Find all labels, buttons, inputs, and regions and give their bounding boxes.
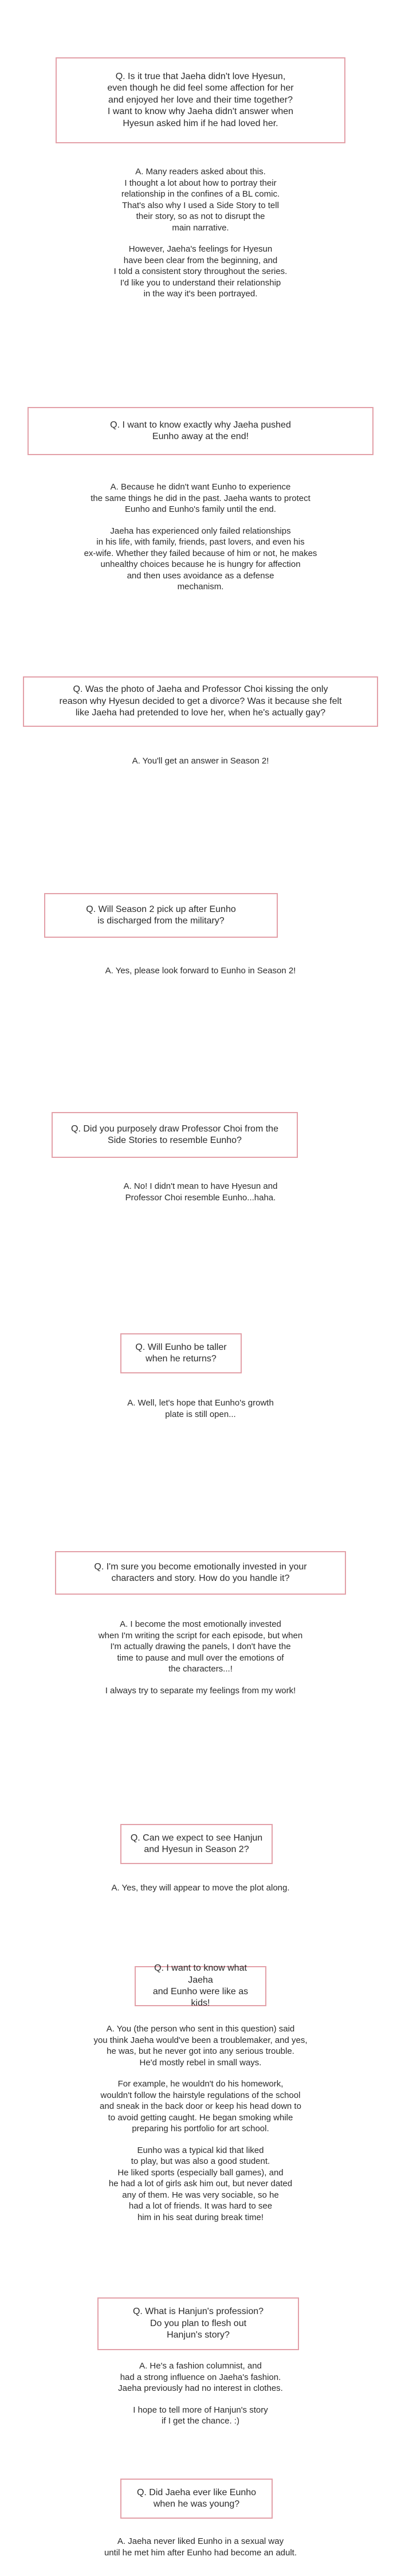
question-text: Q. What is Hanjun's profession? Do you plan to flesh out Hanjun's story?: [132, 2307, 264, 2340]
question-box: [120, 1824, 273, 1864]
answer-text: A. He's a fashion columnist, and had a strong influence on Jaeha's fashion. Jaeha previously had no interest in clothes. I hope to tell more of Hanjun's story if I get the chance. :): [118, 2361, 283, 2426]
question-box: [120, 1333, 242, 1373]
answer-text: A. Well, let's hope that Eunho's growth plate is still open...: [127, 1398, 274, 1419]
question-box: [97, 2297, 299, 2350]
question-box: [120, 2479, 273, 2519]
question-box: [27, 407, 374, 455]
question-text: Q. Was the photo of Jaeha and Professor Choi kissing the only reason why Hyesun decided to get a divorce? Was it because she felt like Jaeha had pretended to love her, when he's actually gay?: [59, 684, 342, 718]
question-text: Q. Can we expect to see Hanjun and Hyesun in Season 2?: [130, 1833, 263, 1854]
answer-text: A. No! I didn't mean to have Hyesun and Professor Choi resemble Eunho...haha.: [123, 1181, 278, 1203]
answer-text: A. You'll get an answer in Season 2!: [132, 756, 269, 766]
question-text: Q. I want to know what Jaeha and Eunho were like as kids!: [152, 1963, 249, 2009]
question-box: [52, 1112, 298, 1158]
answer-text: A. Jaeha never liked Eunho in a sexual way until he met him after Eunho had become an adult.: [104, 2536, 297, 2558]
question-box: [44, 893, 278, 938]
answer-text: A. You (the person who sent in this question) said you think Jaeha would've been a troublemaker, and yes, he was, but he never got into any serious trouble. He'd mostly rebel in small ways. For example, he wouldn't do his homework, wouldn't follow the hairstyle regulations of the school and sneak in the back door or keep his head down to to avoid getting caught. He began smoking while preparing his portfolio for art school. Eunho was a typical kid that liked to play, but was also a good student. He liked sports (especially ball games), and he had a lot of girls ask him out, but never dated any of them. He was very sociable, so he had a lot of friends. It was hard to see him in his seat during break time!: [93, 2024, 308, 2222]
question-text: Q. I'm sure you become emotionally invested in your characters and story. How do you handle it?: [94, 1561, 307, 1583]
answer-text: A. Yes, they will appear to move the plot along.: [111, 1883, 290, 1893]
question-box: [23, 676, 378, 727]
answer-text: A. Because he didn't want Eunho to experience the same things he did in the past. Jaeha wants to protect Eunho and Eunho's family until the end. Jaeha has experienced only failed relationships in his life, with family, friends, past lovers, and even his ex-wife. Whether they failed because of him or not, he makes unhealthy choices because he is hungry for affection and then uses avoidance as a defense mechanism.: [84, 482, 317, 592]
question-box: [56, 57, 345, 143]
answer-text: A. Yes, please look forward to Eunho in Season 2!: [105, 966, 296, 976]
question-text: Q. Will Eunho be taller when he returns?: [135, 1342, 227, 1364]
question-box: [55, 1551, 346, 1595]
question-text: Q. Did Jaeha ever like Eunho when he was young?: [136, 2487, 257, 2509]
question-box: [135, 1963, 266, 2009]
answer-text: A. Many readers asked about this. I thought a lot about how to portray their relationship in the confines of a BL comic. That's also why I used a Side Story to tell their story, so as not to disrupt the main narrative. However, Jaeha's feelings for Hyesun have been clear from the beginning, and I told a consistent story throughout the series. I'd like you to understand their relationship in the way it's been portrayed.: [113, 167, 288, 299]
question-text: Q. Did you purposely draw Professor Choi from the Side Stories to resemble Eunho?: [71, 1123, 278, 1145]
question-text: Q. I want to know exactly why Jaeha pushed Eunho away at the end!: [110, 420, 291, 441]
question-text: Q. Will Season 2 pick up after Eunho is discharged from the military?: [86, 904, 236, 926]
answer-text: A. I become the most emotionally invested when I'm writing the script for each episode, but when I'm actually drawing the panels, I don't have the time to pause and mull over the emotions of the characters...! I always try to separate my feelings from my work!: [98, 1619, 303, 1696]
question-text: Q. Is it true that Jaeha didn't love Hyesun, even though he did feel some affection for her and enjoyed her love and their time together? I want to know why Jaeha didn't answer when Hyesun asked him if he had loved her.: [107, 71, 294, 128]
